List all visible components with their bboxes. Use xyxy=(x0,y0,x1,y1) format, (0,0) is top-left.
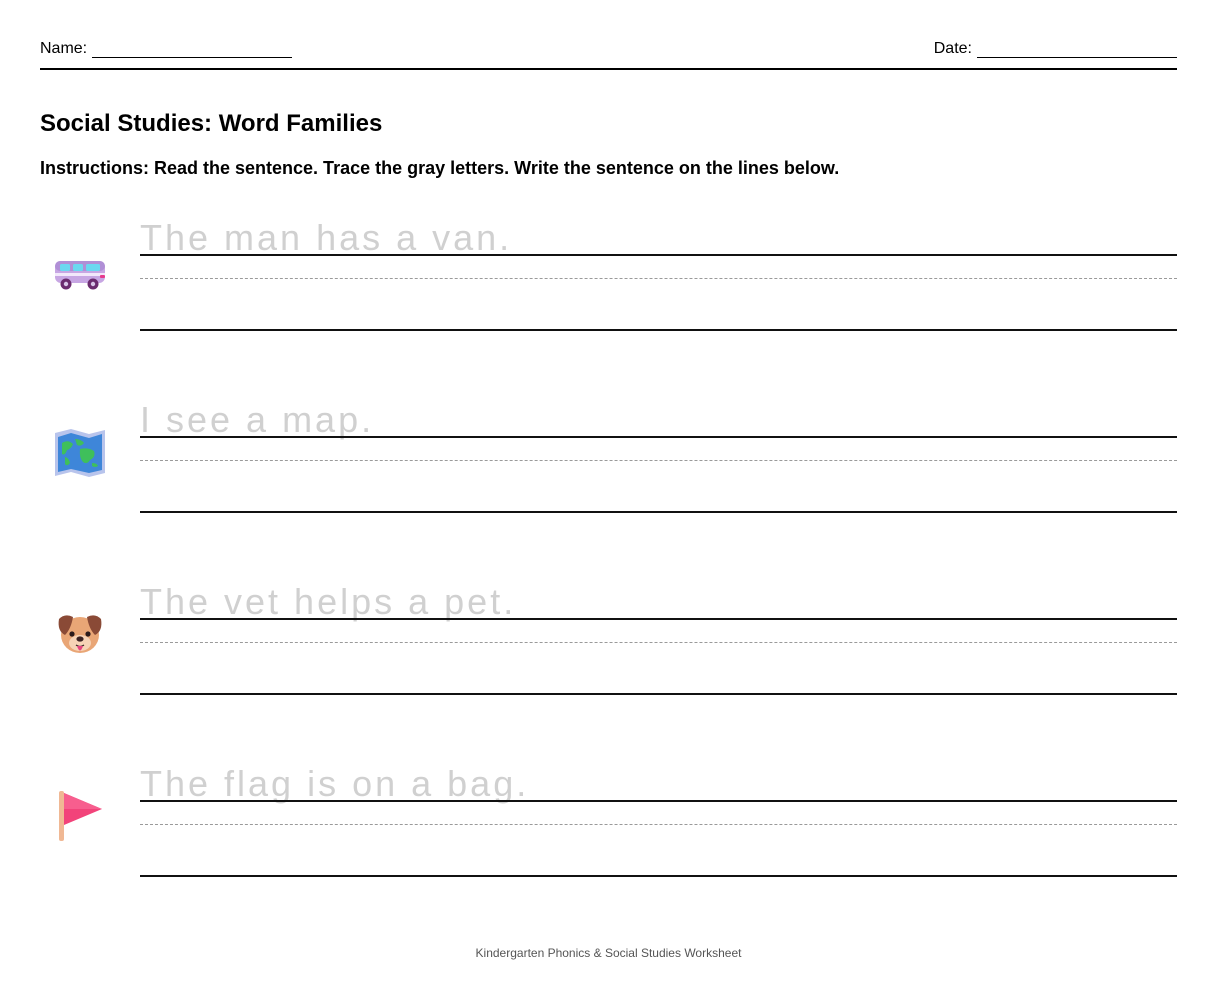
dashed-midline xyxy=(140,278,1177,279)
name-field xyxy=(40,40,292,58)
name-label: Name: xyxy=(40,40,88,57)
page-title: Social Studies: Word Families xyxy=(40,110,383,137)
bottom-writing-line xyxy=(140,693,1177,695)
date-field xyxy=(934,40,1177,58)
trace-sentence: I see a map. xyxy=(140,399,375,440)
bottom-writing-line xyxy=(140,329,1177,331)
bottom-writing-line xyxy=(140,511,1177,513)
trace-sentence: The vet helps a pet. xyxy=(140,581,517,622)
dashed-midline xyxy=(140,824,1177,825)
worksheet-header xyxy=(40,36,1177,70)
date-label: Date: xyxy=(933,40,972,57)
top-writing-line xyxy=(140,436,1177,438)
top-writing-line xyxy=(140,618,1177,620)
trace-sentence: The flag is on a bag. xyxy=(140,763,530,804)
footer-text: Kindergarten Phonics & Social Studies Worksheet xyxy=(475,946,742,960)
dog-face-icon xyxy=(52,607,108,663)
bottom-writing-line xyxy=(140,875,1177,877)
name-blank-line[interactable] xyxy=(92,43,292,58)
van-icon xyxy=(52,243,108,299)
instructions-text: Instructions: Read the sentence. Trace the gray letters. Write the sentence on the lines below. xyxy=(40,158,840,178)
writing-row-3 xyxy=(0,582,1217,712)
writing-row-1 xyxy=(0,218,1217,348)
trace-sentence: The man has a van. xyxy=(140,217,513,258)
dashed-midline xyxy=(140,642,1177,643)
top-writing-line xyxy=(140,800,1177,802)
world-map-icon xyxy=(52,425,108,481)
top-writing-line xyxy=(140,254,1177,256)
dashed-midline xyxy=(140,460,1177,461)
writing-row-2 xyxy=(0,400,1217,530)
writing-row-4 xyxy=(0,764,1217,894)
date-blank-line[interactable] xyxy=(977,43,1177,58)
red-flag-icon xyxy=(52,789,108,845)
